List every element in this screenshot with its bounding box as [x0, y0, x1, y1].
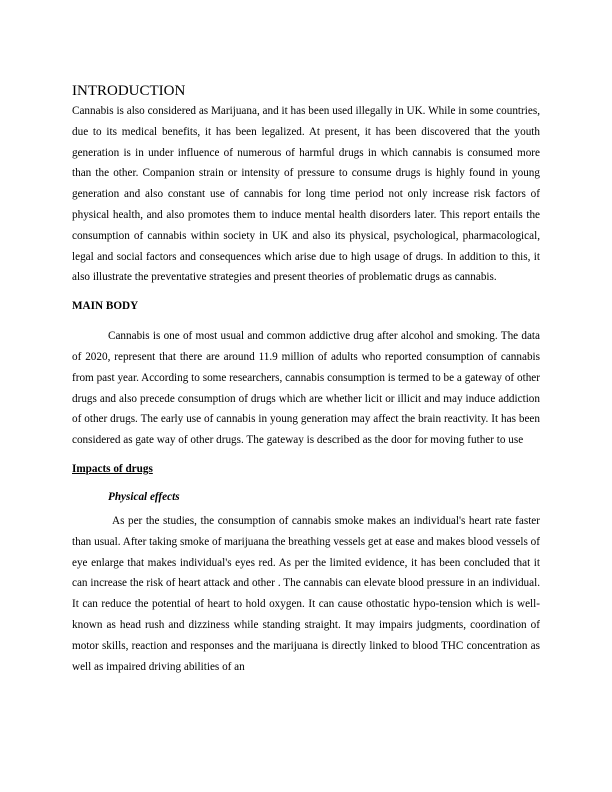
spacer	[72, 316, 540, 326]
introduction-heading: INTRODUCTION	[72, 83, 186, 99]
physical-effects-paragraph: As per the studies, the consumption of cannabis smoke makes an individual's heart rate faster than usual. After taking smoke of marijuana the breathing vessels get at ease and makes blood vessels of eye enlarge that makes individual's eyes red. As per the limited evidence, it has been concluded that it can increase the risk of heart attack and other . The cannabis can elevate blood pressure in an individual. It can reduce the potential of heart to hold oxygen. It can cause othostatic hypo-tension which is well-known as head rush and dizziness while standing straight. It may impairs judgments, coordination of motor skills, reaction and responses and the marijuana is directly linked to blood THC concentration as well as impaired driving abilities of an	[72, 514, 540, 673]
main-body-heading: MAIN BODY	[72, 300, 139, 313]
main-body-paragraph: Cannabis is one of most usual and common addictive drug after alcohol and smoking. The data of 2020, represent that there are around 11.9 million of adults who reported consumption of cannabis from past year. According to some researchers, cannabis consumption is termed to be a gateway of other drugs and also precede consumption of drugs which are whether licit or illicit and may induce addiction of other drugs. The early use of cannabis in young generation may affect the brain reactivity. It has been considered as gate way of other drugs. The gateway is described as the door for moving futher to use	[72, 330, 540, 447]
document-page	[72, 82, 540, 677]
introduction-paragraph: Cannabis is also considered as Marijuana, and it has been used illegally in UK. While in some countries, due to its medical benefits, it has been legalized. At present, it has been discovered that the youth generation is in under influence of numerous of harmful drugs in which cannabis is consumed more than the other. Companion strain or intensity of pressure to consume drugs is highly found in young generation and also constant use of cannabis for long time period not only increase risk factors of physical health, and also promotes them to induce mental health disorders later. This report entails the consumption of cannabis within society in UK and also its physical, psychological, pharmacological, legal and social factors and consequences which arise due to high usage of drugs. In addition to this, it also illustrate the preventative strategies and present theories of problematic drugs as cannabis.	[72, 105, 540, 284]
physical-effects-heading: Physical effects	[108, 490, 180, 503]
impacts-heading: Impacts of drugs	[72, 462, 153, 475]
